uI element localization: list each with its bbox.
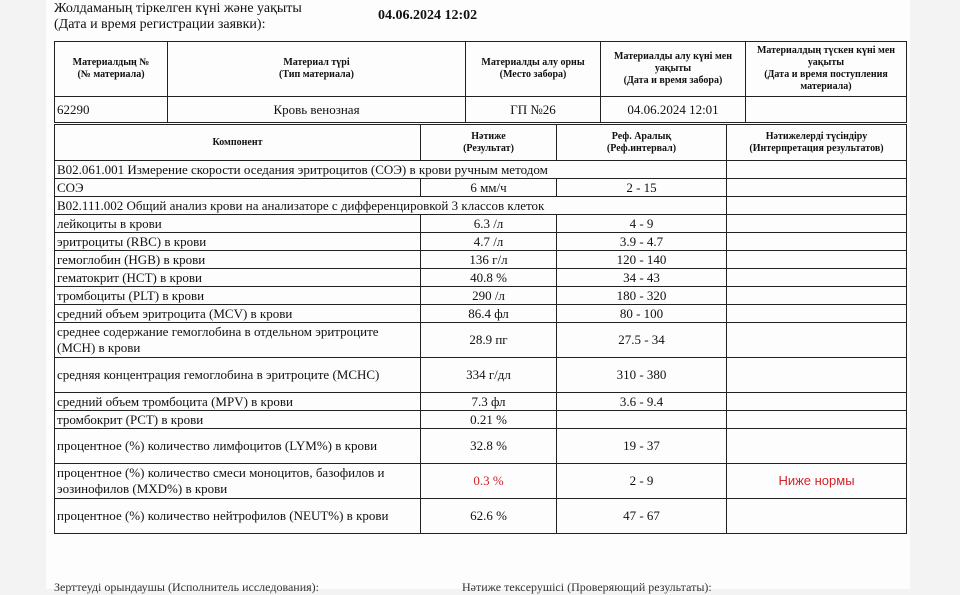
result-row [55, 323, 907, 358]
result-ref-interval: 27.5 - 34 [557, 323, 727, 358]
footer-executor: Зерттеуді орындаушы (Исполнитель исследования): [54, 580, 319, 594]
result-value: 62.6 % [421, 499, 557, 534]
registration-label-kz: Жолдаманың тіркелген күні және уақыты [54, 1, 302, 16]
material-received-at [746, 97, 907, 123]
result-value: 28.9 пг [421, 323, 557, 358]
material-table [54, 41, 907, 123]
result-ref-interval: 47 - 67 [557, 499, 727, 534]
result-ref-interval: 19 - 37 [557, 429, 727, 464]
result-value: 6.3 /л [421, 215, 557, 233]
result-interpretation [727, 215, 907, 233]
result-component: гемоглобин (HGB) в крови [55, 251, 421, 269]
registration-value: 04.06.2024 12:02 [378, 8, 478, 23]
result-component: тромбокрит (PCT) в крови [55, 411, 421, 429]
result-component: гематокрит (HCT) в крови [55, 269, 421, 287]
material-row [55, 97, 907, 123]
result-row [55, 393, 907, 411]
result-interpretation [727, 323, 907, 358]
registration-label-ru: (Дата и время регистрации заявки): [54, 17, 266, 32]
results-header: Нәтижелерді түсіндіру (Интерпретация результатов) [727, 125, 907, 161]
section-row [55, 197, 907, 215]
material-header-row [55, 42, 907, 97]
result-value: 0.3 % [421, 464, 557, 499]
result-value: 4.7 /л [421, 233, 557, 251]
result-component: средний объем эритроцита (MCV) в крови [55, 305, 421, 323]
result-value: 136 г/л [421, 251, 557, 269]
result-ref-interval: 310 - 380 [557, 358, 727, 393]
result-value: 7.3 фл [421, 393, 557, 411]
result-row [55, 179, 907, 197]
result-row [55, 411, 907, 429]
section-title: B02.061.001 Измерение скорости оседания эритроцитов (СОЭ) в крови ручным методом [55, 161, 727, 179]
results-header-row [55, 125, 907, 161]
result-row [55, 287, 907, 305]
result-interpretation [727, 358, 907, 393]
registration-label [54, 1, 302, 33]
results-header: Нәтиже (Результат) [421, 125, 557, 161]
result-value: 0.21 % [421, 411, 557, 429]
result-ref-interval: 2 - 15 [557, 179, 727, 197]
result-ref-interval [557, 411, 727, 429]
results-table [54, 124, 907, 534]
result-ref-interval: 34 - 43 [557, 269, 727, 287]
result-component: тромбоциты (PLT) в крови [55, 287, 421, 305]
results-body [55, 161, 907, 534]
result-component: средняя концентрация гемоглобина в эритроците (MCHC) [55, 358, 421, 393]
result-interpretation: Ниже нормы [727, 464, 907, 499]
result-value: 6 мм/ч [421, 179, 557, 197]
result-ref-interval: 3.9 - 4.7 [557, 233, 727, 251]
result-interpretation [727, 251, 907, 269]
result-ref-interval: 180 - 320 [557, 287, 727, 305]
result-component: среднее содержание гемоглобина в отдельном эритроците (MCH) в крови [55, 323, 421, 358]
material-number: 62290 [55, 97, 168, 123]
result-ref-interval: 3.6 - 9.4 [557, 393, 727, 411]
result-component: средний объем тромбоцита (MPV) в крови [55, 393, 421, 411]
result-interpretation [727, 179, 907, 197]
material-header: Материалдың № (№ материала) [55, 42, 168, 97]
section-row [55, 161, 907, 179]
result-ref-interval: 120 - 140 [557, 251, 727, 269]
material-place: ГП №26 [466, 97, 601, 123]
result-component: эритроциты (RBC) в крови [55, 233, 421, 251]
result-interpretation [727, 269, 907, 287]
section-interp-cell [727, 161, 907, 179]
result-row [55, 215, 907, 233]
result-ref-interval: 80 - 100 [557, 305, 727, 323]
result-row [55, 233, 907, 251]
result-value: 40.8 % [421, 269, 557, 287]
result-interpretation [727, 429, 907, 464]
result-row [55, 251, 907, 269]
result-interpretation [727, 233, 907, 251]
result-row [55, 269, 907, 287]
material-header: Материалды алу күні мен уақыты (Дата и время забора) [601, 42, 746, 97]
footer-reviewer: Нәтиже тексерушісі (Проверяющий результаты): [462, 580, 712, 594]
result-component: процентное (%) количество смеси моноцитов, базофилов и эозинофилов (MXD%) в крови [55, 464, 421, 499]
result-component: лейкоциты в крови [55, 215, 421, 233]
result-value: 86.4 фл [421, 305, 557, 323]
results-header: Компонент [55, 125, 421, 161]
results-header: Реф. Аралық (Реф.интервал) [557, 125, 727, 161]
result-row [55, 499, 907, 534]
result-interpretation [727, 393, 907, 411]
result-ref-interval: 4 - 9 [557, 215, 727, 233]
material-type: Кровь венозная [168, 97, 466, 123]
result-component: процентное (%) количество лимфоцитов (LYM%) в крови [55, 429, 421, 464]
material-header: Материалдың түскен күні мен уақыты (Дата и время поступления материала) [746, 42, 907, 97]
result-interpretation [727, 499, 907, 534]
result-value: 334 г/дл [421, 358, 557, 393]
result-ref-interval: 2 - 9 [557, 464, 727, 499]
result-value: 32.8 % [421, 429, 557, 464]
lab-report-page [46, 0, 910, 594]
section-title: B02.111.002 Общий анализ крови на анализаторе с дифференцировкой 3 классов клеток [55, 197, 727, 215]
result-row [55, 429, 907, 464]
material-collected-at: 04.06.2024 12:01 [601, 97, 746, 123]
material-header: Материал түрі (Тип материала) [168, 42, 466, 97]
result-value: 290 /л [421, 287, 557, 305]
result-interpretation [727, 287, 907, 305]
result-row [55, 358, 907, 393]
section-interp-cell [727, 197, 907, 215]
result-interpretation [727, 411, 907, 429]
report-footer [54, 580, 906, 595]
result-interpretation [727, 305, 907, 323]
result-component: процентное (%) количество нейтрофилов (NEUT%) в крови [55, 499, 421, 534]
result-row [55, 305, 907, 323]
result-component: СОЭ [55, 179, 421, 197]
result-row [55, 464, 907, 499]
material-header: Материалды алу орны (Место забора) [466, 42, 601, 97]
